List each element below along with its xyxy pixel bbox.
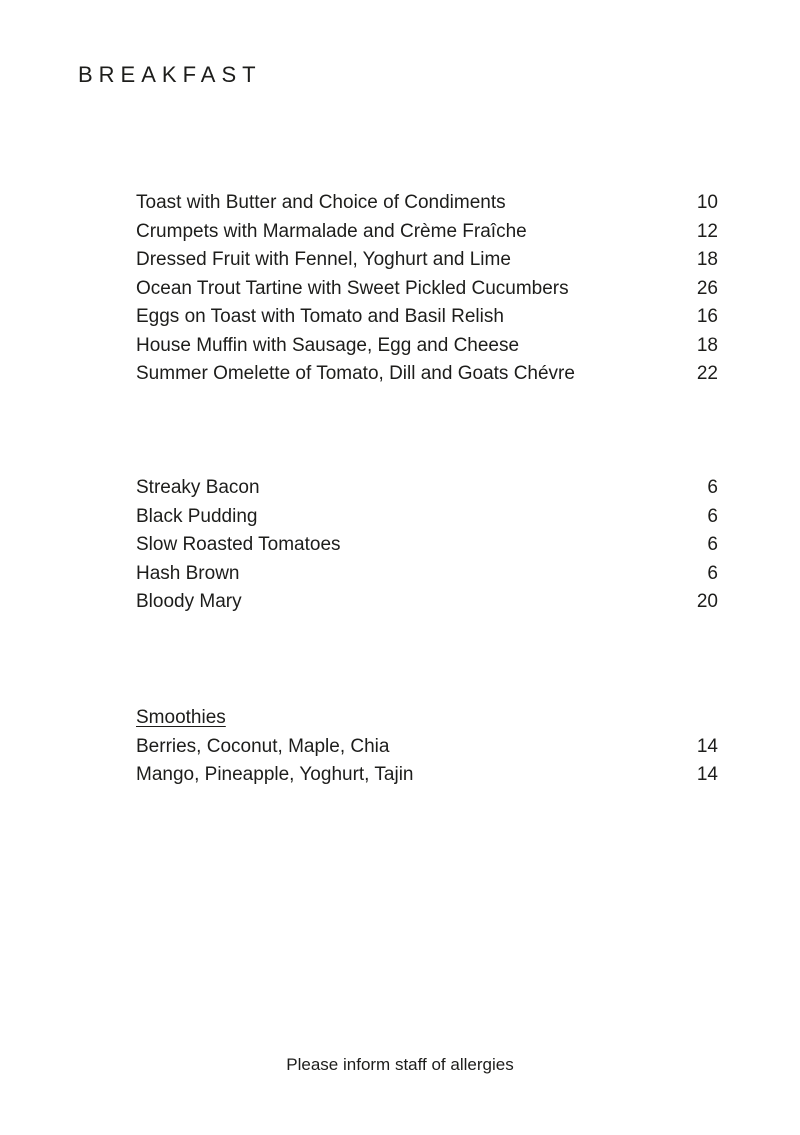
menu-section-sides (136, 474, 718, 617)
allergy-note: Please inform staff of allergies (286, 1055, 514, 1074)
menu-item-name: Bloody Mary (136, 591, 242, 613)
menu-item-price: 6 (707, 534, 718, 556)
menu-item-name: Crumpets with Marmalade and Crème Fraîche (136, 220, 527, 242)
menu-item-row (136, 761, 718, 790)
menu-item-name: Toast with Butter and Choice of Condiments (136, 192, 506, 214)
menu-item-row (136, 246, 718, 275)
menu-item-name: Streaky Bacon (136, 477, 260, 499)
menu-item-price: 14 (696, 764, 718, 786)
menu-item-name: Hash Brown (136, 562, 240, 584)
menu-item-name: Summer Omelette of Tomato, Dill and Goats Chévre (136, 363, 575, 385)
menu-item-name: Ocean Trout Tartine with Sweet Pickled Cucumbers (136, 277, 569, 299)
menu-item-row (136, 332, 718, 361)
menu-item-name: Slow Roasted Tomatoes (136, 534, 341, 556)
menu-item-price: 12 (696, 220, 718, 242)
menu-item-name: House Muffin with Sausage, Egg and Cheese (136, 334, 520, 356)
menu-item-row (136, 218, 718, 247)
menu-item-row (136, 275, 718, 304)
menu-section-smoothies (136, 704, 718, 790)
menu-item-price: 16 (696, 306, 718, 328)
menu-item-row (136, 733, 718, 762)
menu-item-name: Dressed Fruit with Fennel, Yoghurt and Lime (136, 249, 511, 271)
menu-item-row (136, 474, 718, 503)
menu-item-row (136, 560, 718, 589)
menu-item-price: 10 (696, 192, 718, 214)
page-title: BREAKFAST (78, 62, 262, 87)
menu-item-price: 6 (707, 505, 718, 527)
menu-item-name: Berries, Coconut, Maple, Chia (136, 735, 390, 757)
menu-item-name: Eggs on Toast with Tomato and Basil Relish (136, 306, 504, 328)
menu-item-row (136, 360, 718, 389)
menu-item-name: Mango, Pineapple, Yoghurt, Tajin (136, 764, 414, 786)
menu-item-row (136, 303, 718, 332)
menu-item-price: 18 (696, 334, 718, 356)
menu-item-price: 6 (707, 562, 718, 584)
menu-item-price: 20 (696, 591, 718, 613)
menu-item-name: Black Pudding (136, 505, 258, 527)
menu-item-price: 6 (707, 477, 718, 499)
menu-item-price: 22 (696, 363, 718, 385)
menu-item-row (136, 588, 718, 617)
menu-item-price: 26 (696, 277, 718, 299)
menu-item-row (136, 503, 718, 532)
menu-item-price: 14 (696, 735, 718, 757)
section-heading: Smoothies (136, 707, 226, 729)
menu-item-price: 18 (696, 249, 718, 271)
menu-item-row (136, 189, 718, 218)
menu-section-mains (136, 189, 718, 389)
menu-item-row (136, 531, 718, 560)
